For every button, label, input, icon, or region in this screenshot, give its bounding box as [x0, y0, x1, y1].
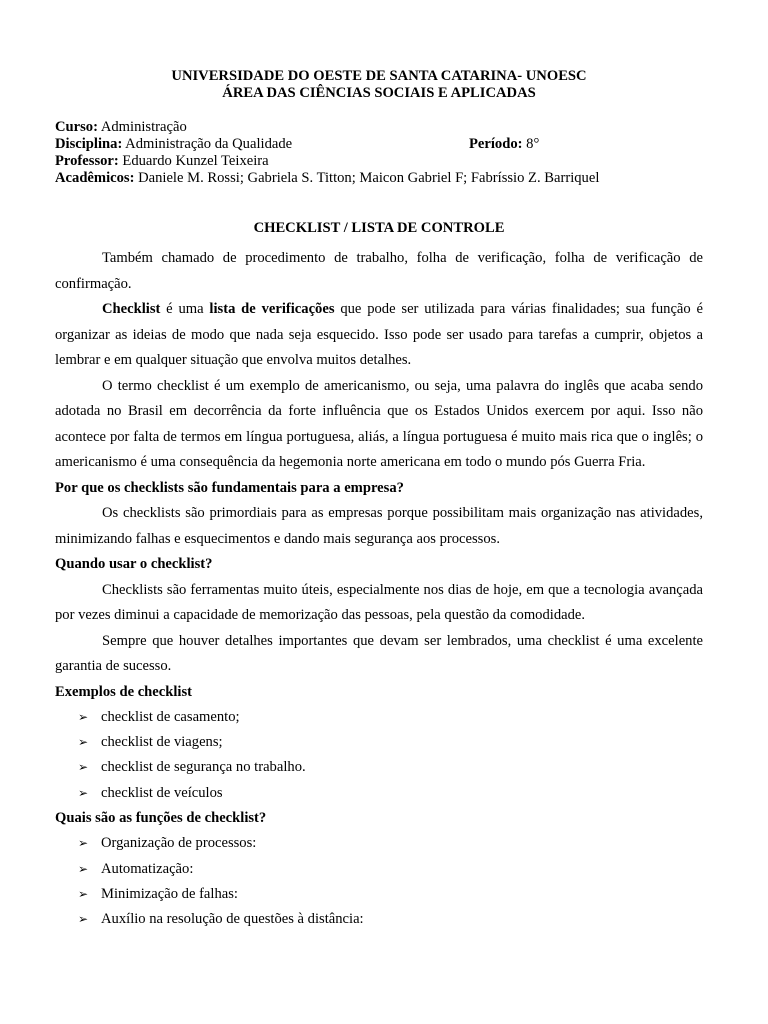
heading-when: Quando usar o checklist? [55, 556, 213, 572]
arrow-bullet-icon: ➢ [78, 886, 89, 901]
professor-line [55, 153, 703, 170]
professor-value: Eduardo Kunzel Teixeira [118, 153, 269, 169]
paragraph-text: é uma [160, 301, 210, 317]
list-item-text: checklist de casamento; [101, 709, 240, 725]
list-item [55, 907, 703, 932]
periodo-label: Período: [469, 136, 523, 152]
arrow-bullet-icon: ➢ [78, 911, 89, 926]
arrow-bullet-icon: ➢ [78, 760, 89, 775]
curso-label: Curso: [55, 119, 98, 135]
area-name: ÁREA DAS CIÊNCIAS SOCIAIS E APLICADAS [222, 85, 536, 101]
arrow-bullet-icon: ➢ [78, 710, 89, 724]
periodo-field [469, 136, 539, 153]
list-item-text: Auxílio na resolução de questões à distância: [101, 910, 364, 927]
functions-list [55, 831, 703, 932]
list-item-text: Automatização: [101, 860, 194, 877]
course-info [55, 119, 703, 187]
arrow-bullet-icon: ➢ [78, 735, 89, 750]
disciplina-line [55, 136, 703, 153]
academicos-value: Daniele M. Rossi; Gabriela S. Titton; Maicon Gabriel F; Fabríssio Z. Barriquel [134, 170, 600, 186]
checklist-term: Checklist [102, 301, 161, 317]
list-item [55, 781, 703, 806]
paragraph-why: Os checklists são primordiais para as empresas porque possibilitam mais organização nas atividades, minimizando falhas e esquecimentos e dando mais segurança aos processos. [55, 505, 703, 547]
arrow-bullet-icon: ➢ [78, 785, 89, 800]
paragraph-when-1: Checklists são ferramentas muito úteis, especialmente nos dias de hoje, em que a tecnologia avançada por vezes diminui a capacidade de memorização das pessoas, pela questão da comodidade. [55, 581, 703, 623]
arrow-bullet-icon: ➢ [78, 836, 89, 851]
list-item [55, 755, 703, 780]
list-item-text: checklist de segurança no trabalho. [101, 759, 306, 776]
academicos-label: Acadêmicos: [55, 170, 135, 186]
heading-functions: Quais são as funções de checklist? [55, 809, 267, 826]
arrow-bullet-icon: ➢ [78, 861, 89, 876]
list-item [55, 857, 703, 882]
periodo-value: 8° [522, 136, 540, 152]
curso-value: Administração [97, 119, 187, 135]
university-name: UNIVERSIDADE DO OESTE DE SANTA CATARINA- UNOESC [171, 68, 587, 84]
paragraph-text: que pode ser utilizada para várias finalidades; sua função é organizar as ideias de modo que nada seja esquecido. Isso pode ser usado para tarefas a cumprir, objetos a lembrar e em qualquer situação que envolva muitos detalhes. [55, 301, 703, 368]
document-title: CHECKLIST / LISTA DE CONTROLE [253, 220, 505, 236]
lista-term: lista de verificações [209, 301, 335, 317]
list-item-text: checklist de viagens; [101, 734, 223, 751]
document-page [55, 68, 703, 932]
curso-line [55, 119, 703, 136]
disciplina-value: Administração da Qualidade [122, 136, 293, 152]
heading-why: Por que os checklists são fundamentais para a empresa? [55, 479, 404, 496]
heading-examples: Exemplos de checklist [55, 683, 193, 700]
list-item [55, 831, 703, 856]
list-item [55, 882, 703, 907]
examples-list [55, 705, 703, 806]
academicos-line [55, 170, 703, 187]
disciplina-label: Disciplina: [55, 136, 123, 152]
list-item-text: checklist de veículos [101, 784, 223, 801]
list-item [55, 730, 703, 755]
paragraph-americanism: O termo checklist é um exemplo de americanismo, ou seja, uma palavra do inglês que acaba sendo adotada no Brasil em decorrência da forte influência que os Estados Unidos exercem por aqui. Isso não acontece por falta de termos em língua portuguesa, aliás, a língua portuguesa é muito mais rica que o inglês; o americanismo é uma consequência da hegemonia norte americana em todo o mundo pós Guerra Fria. [55, 377, 703, 470]
paragraph-checklist [55, 297, 703, 374]
professor-label: Professor: [55, 153, 119, 169]
list-item-text: Organização de processos: [101, 835, 257, 852]
list-item [55, 705, 703, 730]
list-item-text: Minimização de falhas: [101, 885, 238, 902]
paragraph-definition: Também chamado de procedimento de trabalho, folha de verificação, folha de verificação de confirmação. [55, 250, 703, 292]
paragraph-when-2: Sempre que houver detalhes importantes que devam ser lembrados, uma checklist é uma excelente garantia de sucesso. [55, 632, 703, 674]
